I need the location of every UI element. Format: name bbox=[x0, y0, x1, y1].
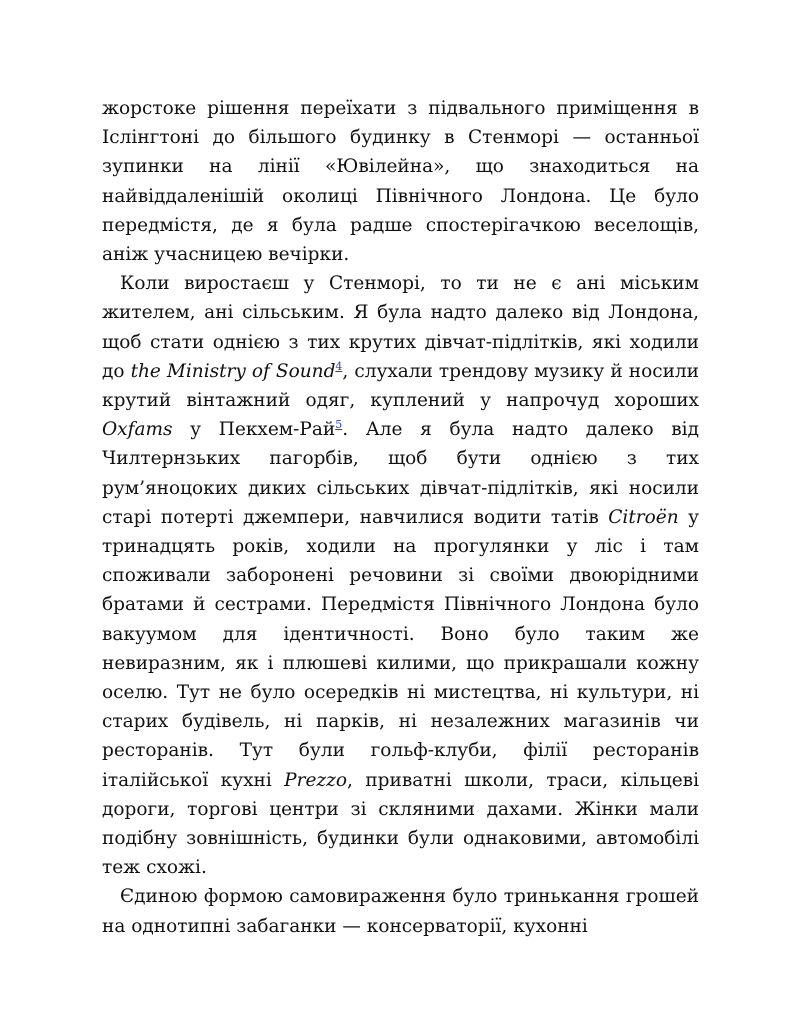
paragraph-text: . Але я була надто далеко від Чилтернзьких пагорбів, щоб бути однією з тих рум’яноцоких диких сільських дівчат-підлітків, які носили старі потерті джемпери, навчилися водити татів bbox=[102, 419, 699, 528]
paragraph-text: Коли виростаєш у Стенморі, то ти не є ані міським жителем, ані сільським. Я була надто далеко від Лондона, щоб стати однією з тих крутих дівчат-підлітків, які ходили до bbox=[102, 273, 699, 382]
italic-term-oxfams: Oxfams bbox=[102, 419, 173, 441]
italic-term-prezzo: Prezzo bbox=[284, 769, 348, 791]
footnote-link-5[interactable]: 5 bbox=[335, 418, 343, 432]
paragraph bbox=[102, 269, 699, 882]
paragraph-text: жорстоке рішення переїхати з підвального приміщення в Іслінгтоні до більшого будинку в Стенморі — останньої зупинки на лінії «Ювілейна», що знаходиться на найвіддаленішій околиці Північного Лондона. Це було передмістя, де я була радше спостерігачкою веселощів, аніж учасницею вечірки. bbox=[102, 98, 699, 266]
paragraph-text: , приватні школи, траси, кільцеві дороги, торгові центри зі скляними дахами. Жінки мали подібну зовнішність, будинки були однаковими, автомобілі теж схожі. bbox=[102, 769, 699, 879]
paragraph bbox=[102, 94, 699, 269]
italic-term-ministry-of-sound: the Ministry of Sound bbox=[130, 360, 336, 382]
document-page bbox=[102, 94, 699, 941]
paragraph-text: у тринадцять років, ходили на прогулянки у ліс і там споживали заборонені речовини зі своїми двоюрідними братами й сестрами. Передмістя Північного Лондона було вакуумом для ідентичності. Воно було таким же невиразним, як і плюшеві килими, що прикрашали кожну оселю. Тут не було осередків ні мистецтва, ні культури, ні старих будівель, ні парків, ні незалежних магазинів чи ресторанів. Тут були гольф-клуби, філії ресторанів італійської кухні bbox=[102, 506, 700, 791]
footnote-link-4[interactable]: 4 bbox=[335, 359, 343, 373]
italic-term-citroen: Citroën bbox=[608, 506, 679, 528]
paragraph-text: , слухали трендову музику й носили крутий вінтажний одяг, куплений у напрочуд хороших bbox=[102, 360, 699, 412]
paragraph bbox=[102, 882, 699, 940]
paragraph-text: Єдиною формою самовираження було тринькання грошей на однотипні забаганки — консерваторії, кухонні bbox=[102, 886, 699, 937]
paragraph-text: у Пекхем-Рай bbox=[172, 419, 336, 441]
